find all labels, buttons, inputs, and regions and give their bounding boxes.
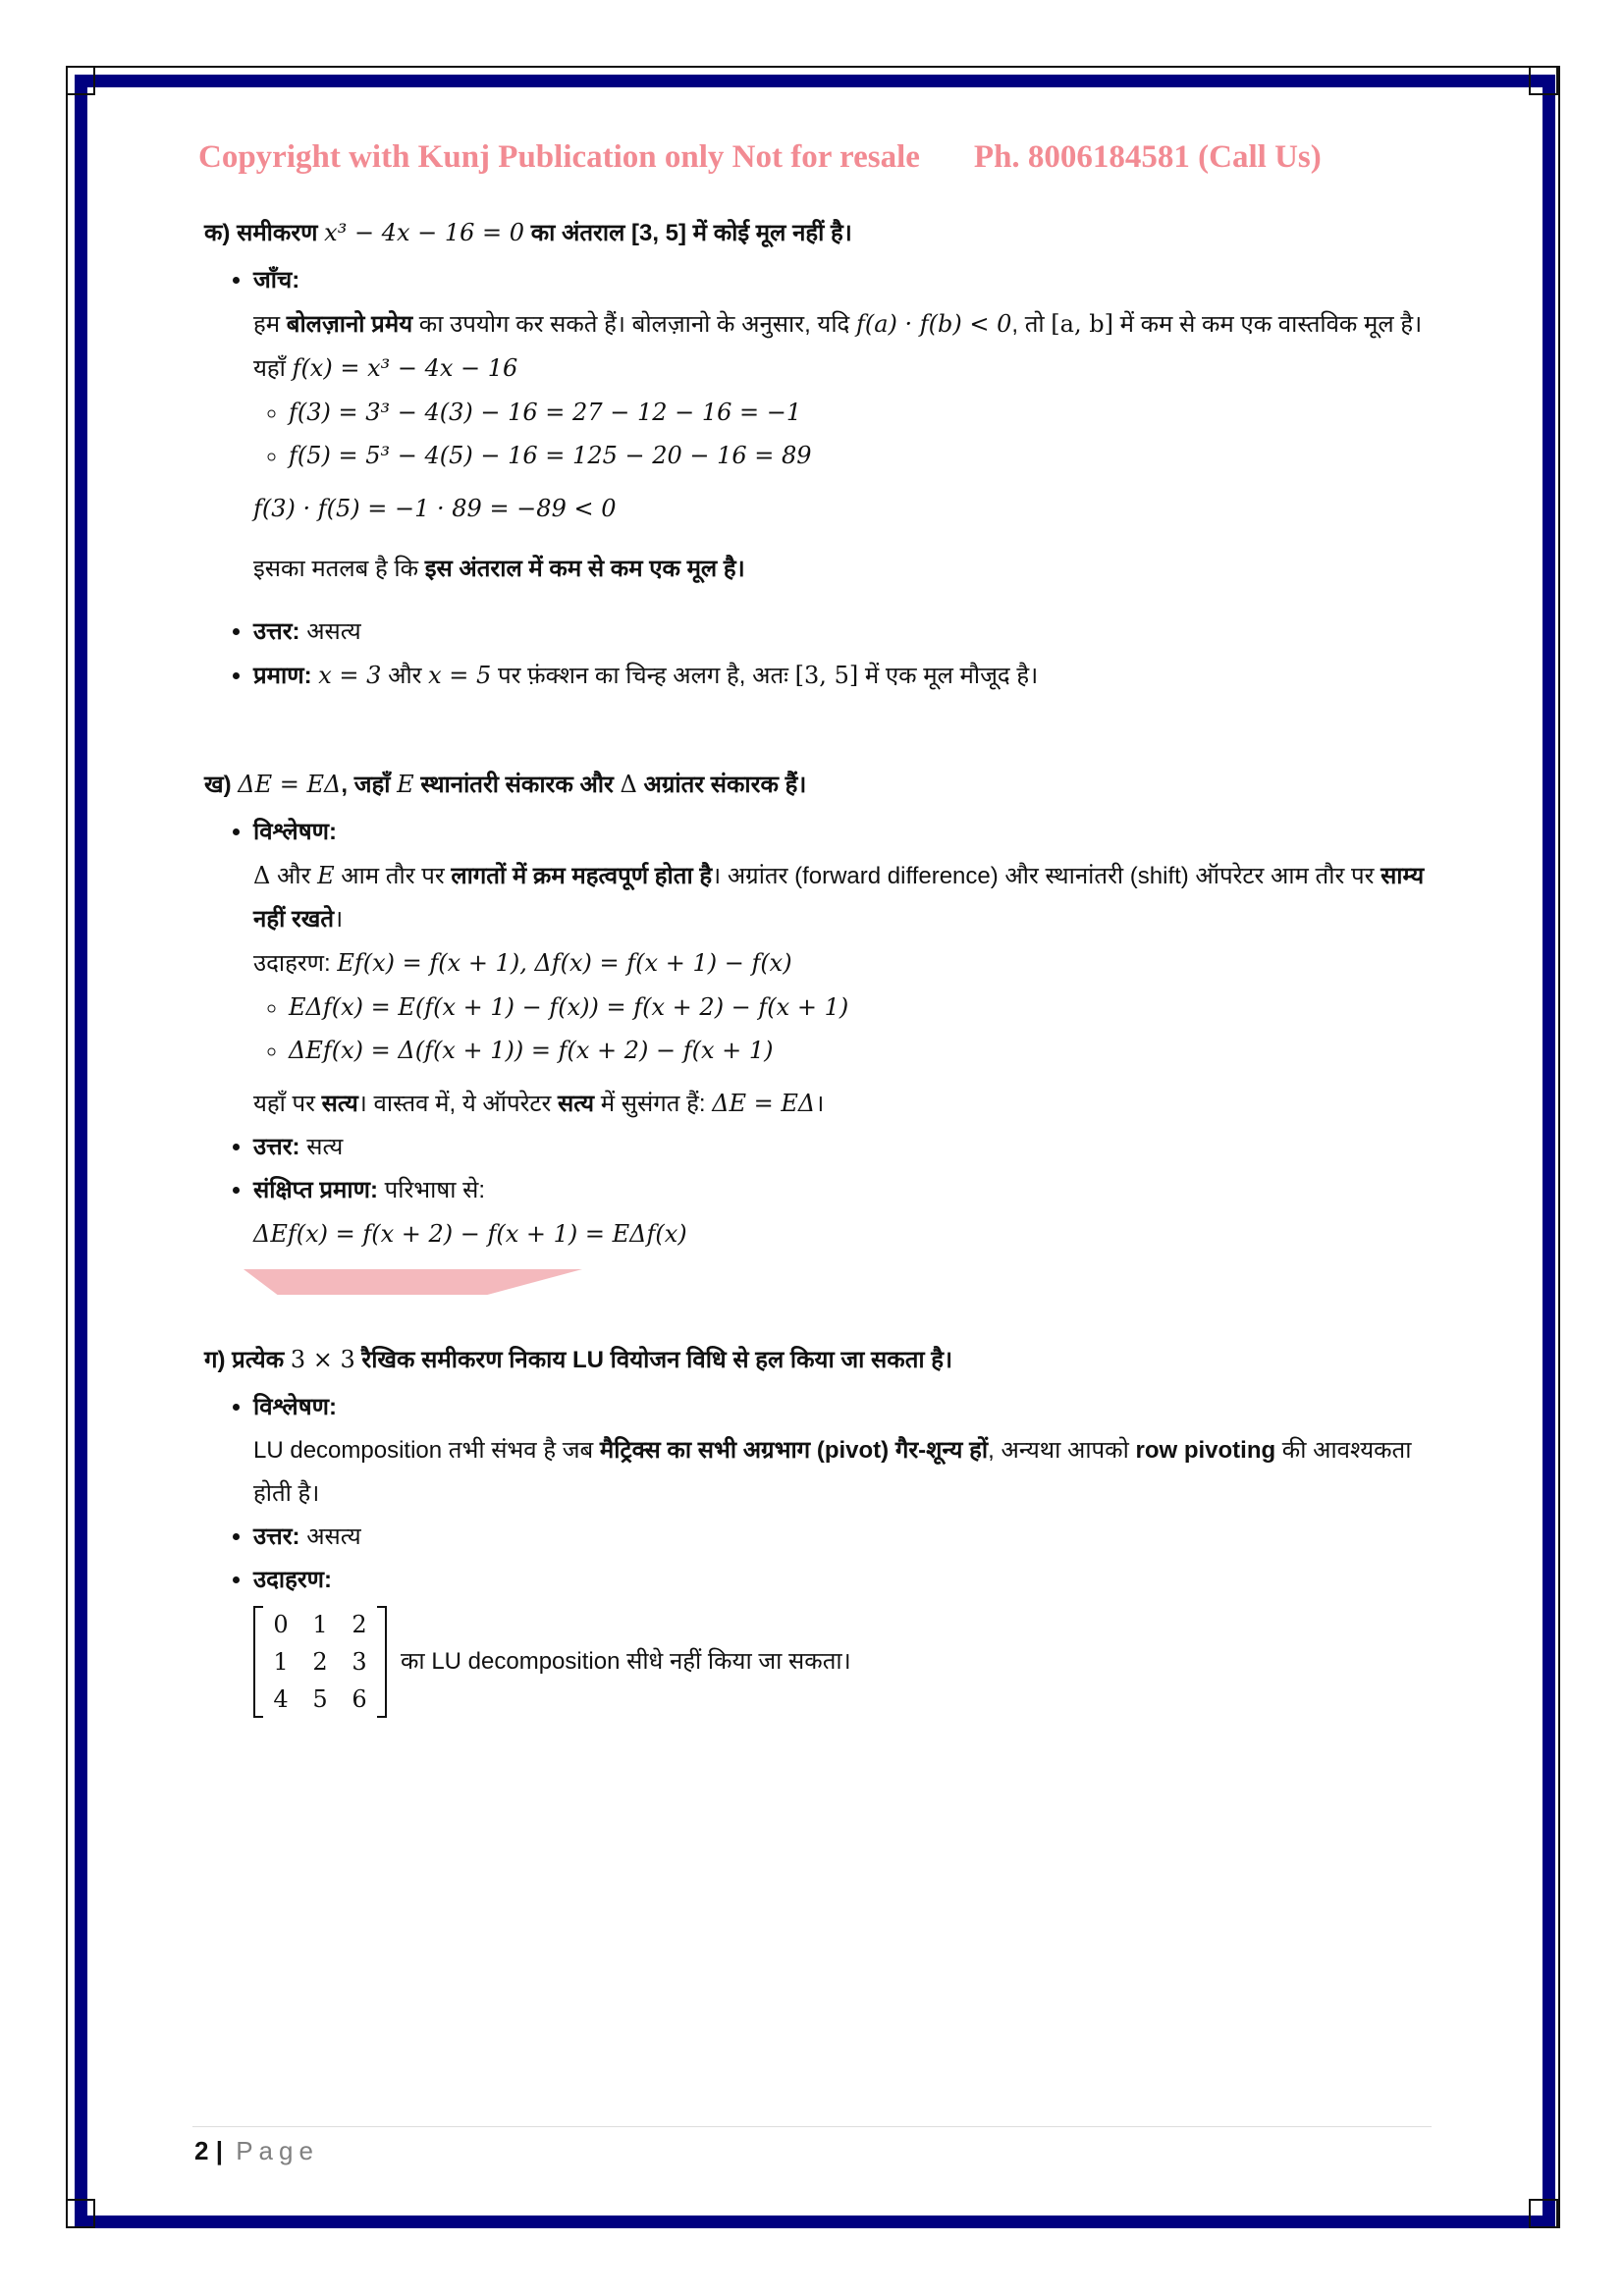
footer-divider: [192, 2126, 1432, 2127]
product-equation: f(3) · f(5) = −1 · 89 = −89 < 0: [253, 495, 617, 522]
decorative-pink-band-holder: [204, 1269, 1441, 1303]
matrix-cell: 6: [352, 1685, 367, 1713]
proof-item: • प्रमाण: x = 3 और x = 5 पर फ़ंक्शन का चिन्ह अलग है, अतः [3, 5] में एक मूल मौजूद है।: [253, 654, 1441, 698]
conclusion-line: यहाँ पर सत्य। वास्तव में, ये ऑपरेटर सत्य में सुसंगत हैं: ΔE = EΔ।: [253, 1090, 825, 1117]
corner-ornament: [66, 2199, 95, 2228]
question-c: [204, 1338, 1441, 1718]
check-item: • जाँच: हम बोलज़ानो प्रमेय का उपयोग कर सकते हैं। बोलज़ानो के अनुसार, यदि f(a) · f(b) < 0, तो [a, b] में कम से कम एक वास्तविक मूल है। यहाँ f(x) = x³ − 4x − 16 ◦ f(3) = 3³ − 4(3) − 16 = 27 − 12 − 16 = −1 ◦ f(5) = 5³ − 4(5) − 16 = 125 − 20 − 16 = 89 f(3) · f(5) = −1 · 89 = −89 < 0 इसका मतलब है कि इस अंतराल में कम से कम एक मूल है।: [253, 259, 1441, 591]
matrix-cell: 3: [352, 1648, 367, 1676]
meaning-line: इसका मतलब है कि इस अंतराल में कम से कम एक मूल है।: [253, 556, 745, 582]
bolzano-paragraph: हम बोलज़ानो प्रमेय का उपयोग कर सकते हैं। बोलज़ानो के अनुसार, यदि f(a) · f(b) < 0, तो [a, b] में कम से कम एक वास्तविक मूल है।: [253, 310, 1423, 338]
proof-equation: ΔEf(x) = f(x + 2) − f(x + 1) = EΔf(x): [253, 1220, 687, 1248]
answer-item: • उत्तर: सत्य: [253, 1126, 1441, 1169]
e-delta-expansion: ◦ EΔf(x) = E(f(x + 1) − f(x)) = f(x + 2) − f(x + 1): [289, 986, 1441, 1029]
f3-evaluation: ◦ f(3) = 3³ − 4(3) − 16 = 27 − 12 − 16 = −1: [289, 391, 1441, 434]
example-item: • उदाहरण: 0 1 2 1 2 3 4 5 6 का LU decomposition सीधे नहीं किया जा सकता।: [253, 1559, 1441, 1718]
phone-text: Ph. 8006184581 (Call Us): [973, 139, 1322, 175]
delta-e-expansion: ◦ ΔEf(x) = Δ(f(x + 1)) = f(x + 2) − f(x + 1): [289, 1029, 1441, 1072]
copyright-header: [198, 139, 1426, 176]
matrix-example: [253, 1606, 1441, 1718]
corner-ornament: [1529, 66, 1558, 95]
matrix-cell: 0: [273, 1611, 289, 1638]
matrix-caption: का LU decomposition सीधे नहीं किया जा सकता।: [401, 1648, 851, 1675]
corner-ornament: [1529, 2199, 1558, 2228]
proof-item: • संक्षिप्त प्रमाण: परिभाषा से: ΔEf(x) = f(x + 2) − f(x + 1) = EΔf(x): [253, 1169, 1441, 1255]
question-c-title: ग) प्रत्येक 3 × 3 रैखिक समीकरण निकाय LU वियोजन विधि से हल किया जा सकता है।: [204, 1346, 953, 1373]
question-b-title: ख) ΔE = EΔ, जहाँ E स्थानांतरी संकारक और Δ अग्रांतर संकारक हैं।: [204, 771, 807, 798]
f5-evaluation: ◦ f(5) = 5³ − 4(5) − 16 = 125 − 20 − 16 = 89: [289, 434, 1441, 477]
answer-item: • उत्तर: असत्य: [253, 1516, 1441, 1559]
matrix-cell: 1: [273, 1648, 289, 1676]
answer-item: • उत्तर: असत्य: [253, 611, 1441, 654]
matrix-cell: 2: [312, 1648, 328, 1676]
page-label: Page: [236, 2136, 319, 2165]
matrix-cell: 4: [273, 1685, 289, 1713]
matrix-cell: 2: [352, 1611, 367, 1638]
question-a-title: क) समीकरण x³ − 4x − 16 = 0 का अंतराल [3, 5] में कोई मूल नहीं है।: [204, 219, 852, 246]
question-b: [204, 763, 1441, 1255]
corner-ornament: [66, 66, 95, 95]
document-body: [204, 211, 1441, 1718]
function-definition: यहाँ f(x) = x³ − 4x − 16: [253, 354, 518, 382]
analysis-paragraph: Δ और E आम तौर पर लागतों में क्रम महत्वपूर्ण होता है। अग्रांतर (forward difference) और स्थानांतरी (shift) ऑपरेटर आम तौर पर साम्य नहीं रखते।: [253, 862, 1425, 933]
footer-separator: |: [215, 2136, 223, 2165]
analysis-item: • विश्लेषण: LU decomposition तभी संभव है जब मैट्रिक्स का सभी अग्रभाग (pivot) गैर-शून्य हों, अन्यथा आपको row pivoting की आवश्यकता होती है।: [253, 1386, 1441, 1516]
decorative-pink-band: [244, 1269, 582, 1295]
matrix-cell: 1: [312, 1611, 328, 1638]
page-number: 2: [194, 2136, 209, 2165]
analysis-paragraph: LU decomposition तभी संभव है जब मैट्रिक्स का सभी अग्रभाग (pivot) गैर-शून्य हों, अन्यथा आपको row pivoting की आवश्यकता होती है।: [253, 1437, 1412, 1507]
example-line: उदाहरण: Ef(x) = f(x + 1), Δf(x) = f(x + 1) − f(x): [253, 949, 792, 977]
page-footer: [194, 2136, 319, 2166]
analysis-item: • विश्लेषण: Δ और E आम तौर पर लागतों में क्रम महत्वपूर्ण होता है। अग्रांतर (forward difference) और स्थानांतरी (shift) ऑपरेटर आम तौर पर साम्य नहीं रखते। उदाहरण: Ef(x) = f(x + 1), Δf(x) = f(x + 1) − f(x) ◦ EΔf(x) = E(f(x + 1) − f(x)) = f(x + 2) − f(x + 1) ◦ ΔEf(x) = Δ(f(x + 1)) = f(x + 2) − f(x + 1) यहाँ पर सत्य। वास्तव में, ये ऑपरेटर सत्य में सुसंगत हैं: ΔE = EΔ।: [253, 811, 1441, 1126]
copyright-text: Copyright with Kunj Publication only Not for resale: [198, 139, 920, 175]
matrix: [253, 1606, 387, 1718]
question-a: [204, 211, 1441, 698]
matrix-cell: 5: [312, 1685, 328, 1713]
